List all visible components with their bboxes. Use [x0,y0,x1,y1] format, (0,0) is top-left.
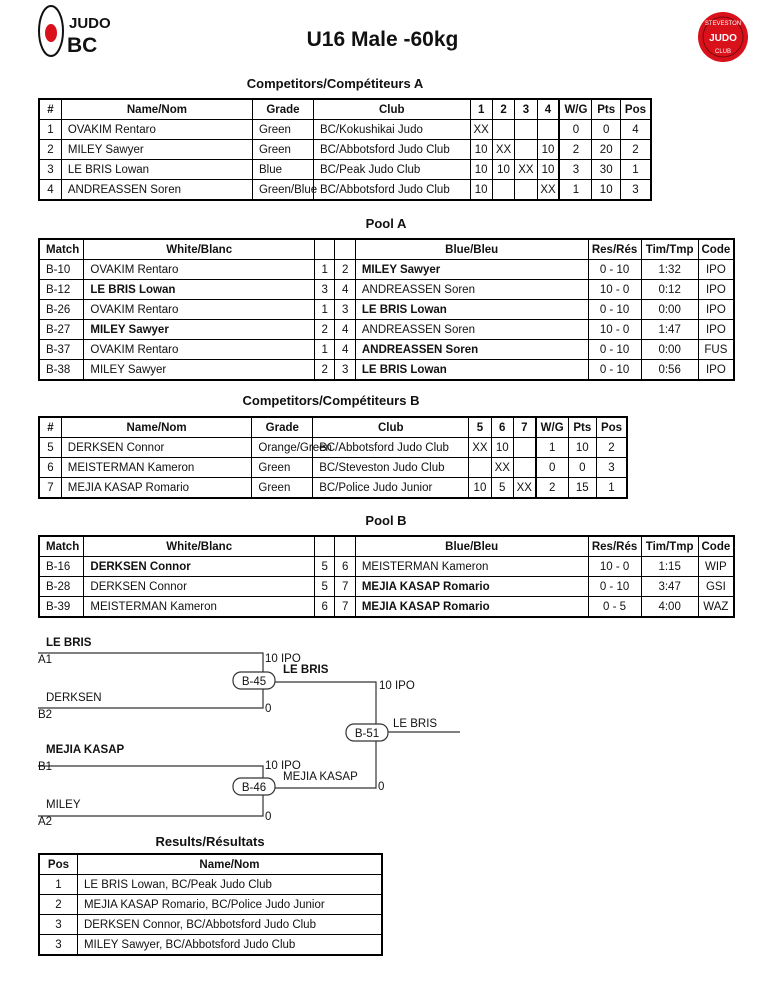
table-cell: ANDREASSEN Soren [355,320,588,340]
table-cell: GSI [698,577,734,597]
table-cell: B-37 [39,340,84,360]
table-cell: 3 [335,300,355,320]
table-cell: 2 [39,140,61,160]
results-heading: Results/Résultats [155,834,265,849]
table-cell: MILEY Sawyer [355,260,588,280]
column-header [335,239,355,260]
table-cell: ANDREASSEN Soren [355,340,588,360]
column-header: Club [313,99,470,120]
bracket-a2-name: MILEY [46,799,81,811]
column-header: 6 [491,417,513,438]
table-cell: B-39 [39,597,84,618]
table-cell: OVAKIM Rentaro [84,340,315,360]
table-cell: IPO [698,300,734,320]
column-header: Name/Nom [77,854,382,875]
column-header: Tim/Tmp [641,536,698,557]
table-cell: 10 [470,180,492,201]
table-cell: B-38 [39,360,84,381]
table-cell [515,180,537,201]
column-header: 1 [470,99,492,120]
table-cell: LE BRIS Lowan [84,280,315,300]
column-header: Pos [39,854,77,875]
table-cell: 1 [559,180,592,201]
match-row [39,260,734,280]
pool-a-table [38,238,735,381]
table-cell [492,180,514,201]
table-cell [513,438,535,458]
bracket-b2-seed: B2 [38,709,53,721]
table-cell: 2 [620,140,651,160]
table-cell: WIP [698,557,734,577]
table-cell: BC/Abbotsford Judo Club [313,438,469,458]
table-cell: 3 [315,280,335,300]
match-b51-label: B-51 [354,728,380,740]
table-cell: 4 [620,120,651,140]
table-cell: 10 [491,438,513,458]
match-row [39,300,734,320]
table-cell: 0:56 [641,360,698,381]
table-cell: 0 - 10 [588,260,641,280]
table-cell: XX [492,140,514,160]
table-cell: IPO [698,360,734,381]
result-position: 1 [39,875,77,895]
table-cell: 10 [469,478,491,499]
pool-b-table [38,535,735,618]
result-row [39,915,382,935]
table-cell: B-16 [39,557,84,577]
column-header [335,536,355,557]
column-header: # [39,417,61,438]
table-cell: OVAKIM Rentaro [84,260,315,280]
b46-top-score: 10 IPO [265,760,301,772]
bracket-a1-name: LE BRIS [46,637,92,649]
table-cell: ANDREASSEN Soren [355,280,588,300]
result-position: 2 [39,895,77,915]
table-cell: 5 [315,577,335,597]
column-header: Pos [620,99,651,120]
table-cell: 1 [315,260,335,280]
table-cell: 20 [592,140,620,160]
b51-top-score: 10 IPO [379,680,415,692]
table-cell: XX [491,458,513,478]
column-header: 4 [537,99,559,120]
table-cell: OVAKIM Rentaro [61,120,252,140]
column-header: Club [313,417,469,438]
table-cell: BC/Peak Judo Club [313,160,470,180]
table-cell: 4 [39,180,61,201]
column-header: Code [698,536,734,557]
competitors-b-heading: Competitors/Compétiteurs B [242,393,420,408]
table-cell: 2 [315,320,335,340]
table-cell: Green [252,140,313,160]
table-row [39,458,627,478]
knockout-bracket [0,630,765,830]
column-header: Grade [252,417,313,438]
table-cell: 1:15 [641,557,698,577]
table-cell: Blue [252,160,313,180]
table-cell: 4 [335,320,355,340]
column-header: Code [698,239,734,260]
result-row [39,875,382,895]
match-row [39,340,734,360]
table-cell: 7 [335,577,355,597]
column-header: Pos [597,417,628,438]
match-row [39,557,734,577]
table-cell: 4:00 [641,597,698,618]
table-cell: 0 - 10 [588,577,641,597]
result-name: DERKSEN Connor, BC/Abbotsford Judo Club [77,915,382,935]
table-cell: Green [252,478,313,499]
match-b45-label: B-45 [241,676,267,688]
table-cell: 0 [536,458,568,478]
table-cell: MILEY Sawyer [84,320,315,340]
table-cell [513,458,535,478]
table-cell [515,140,537,160]
column-header: Tim/Tmp [641,239,698,260]
b45-bottom-score: 0 [265,703,272,715]
table-cell: BC/Police Judo Junior [313,478,469,499]
column-header: Res/Rés [588,536,641,557]
match-row [39,320,734,340]
b45-winner: LE BRIS [283,664,329,676]
table-row [39,120,651,140]
column-header: W/G [559,99,592,120]
column-header: 2 [492,99,514,120]
bracket-b1-seed: B1 [38,761,53,773]
column-header: 5 [469,417,491,438]
table-cell: 0:12 [641,280,698,300]
table-cell: 6 [39,458,61,478]
table-cell: 6 [315,597,335,618]
table-cell: B-27 [39,320,84,340]
table-cell: B-12 [39,280,84,300]
table-cell: 10 [492,160,514,180]
column-header: 7 [513,417,535,438]
table-cell: 0 - 10 [588,300,641,320]
b51-winner: LE BRIS [393,718,438,730]
table-cell [492,120,514,140]
table-cell: 15 [568,478,596,499]
table-cell: FUS [698,340,734,360]
table-cell: XX [537,180,559,201]
table-cell: XX [470,120,492,140]
column-header: Name/Nom [61,99,252,120]
competitors-a-table [38,98,652,201]
results-table [38,853,383,956]
table-row [39,140,651,160]
column-header: Blue/Bleu [355,536,588,557]
table-cell: 5 [39,438,61,458]
table-cell: 4 [335,280,355,300]
table-cell: 1 [620,160,651,180]
column-header: 3 [515,99,537,120]
bracket-b2-name: DERKSEN [46,692,102,704]
table-cell: 3 [559,160,592,180]
column-header: Match [39,239,84,260]
table-row [39,180,651,201]
match-b46-label: B-46 [241,782,267,794]
table-cell: 10 [592,180,620,201]
table-cell: Green [252,120,313,140]
table-cell: BC/Steveston Judo Club [313,458,469,478]
table-cell: LE BRIS Lowan [61,160,252,180]
table-cell: 3:47 [641,577,698,597]
svg-text:JUDO: JUDO [69,15,111,32]
table-cell: XX [515,160,537,180]
table-cell: XX [513,478,535,499]
table-cell: 2 [597,438,628,458]
result-position: 3 [39,915,77,935]
b45-top-score: 10 IPO [265,653,301,665]
svg-text:STEVESTON: STEVESTON [704,21,742,27]
table-cell: 0 [559,120,592,140]
column-header: Res/Rés [588,239,641,260]
table-cell: IPO [698,280,734,300]
table-cell: 2 [335,260,355,280]
table-cell: 2 [559,140,592,160]
table-cell [515,120,537,140]
table-cell: 6 [335,557,355,577]
match-row [39,597,734,618]
result-name: MEJIA KASAP Romario, BC/Police Judo Junior [77,895,382,915]
table-cell: 3 [620,180,651,201]
pool-b-heading: Pool B [365,513,407,528]
result-position: 3 [39,935,77,956]
table-cell: 7 [39,478,61,499]
table-row [39,478,627,499]
svg-text:JUDO: JUDO [709,33,737,44]
table-cell: MEJIA KASAP Romario [61,478,252,499]
table-cell: 5 [315,557,335,577]
table-cell: WAZ [698,597,734,618]
match-row [39,577,734,597]
table-cell: 2 [536,478,568,499]
column-header: White/Blanc [84,536,315,557]
table-cell: MILEY Sawyer [61,140,252,160]
table-cell: 3 [597,458,628,478]
table-cell: 10 [568,438,596,458]
table-cell: LE BRIS Lowan [355,360,588,381]
table-cell: 1 [39,120,61,140]
table-cell: 30 [592,160,620,180]
table-cell: 1 [315,340,335,360]
table-cell: MEISTERMAN Kameron [61,458,252,478]
table-row [39,160,651,180]
table-cell: XX [469,438,491,458]
table-cell: 1 [315,300,335,320]
table-cell: 0 - 5 [588,597,641,618]
table-cell: 0:00 [641,300,698,320]
column-header: Match [39,536,84,557]
table-cell: Green [252,458,313,478]
table-cell: MILEY Sawyer [84,360,315,381]
table-cell: 10 [470,160,492,180]
table-cell: 0 [568,458,596,478]
b46-winner: MEJIA KASAP [283,771,358,783]
table-cell: ANDREASSEN Soren [61,180,252,201]
b46-bottom-score: 0 [265,811,272,823]
column-header: Pts [592,99,620,120]
bracket-b1-name: MEJIA KASAP [46,744,125,756]
table-cell: MEJIA KASAP Romario [355,597,588,618]
table-cell: 0 - 10 [588,340,641,360]
table-cell: B-28 [39,577,84,597]
table-cell: 5 [491,478,513,499]
table-cell: MEISTERMAN Kameron [84,597,315,618]
table-cell: LE BRIS Lowan [355,300,588,320]
result-row [39,935,382,956]
result-name: MILEY Sawyer, BC/Abbotsford Judo Club [77,935,382,956]
column-header: Blue/Bleu [355,239,588,260]
table-cell: 2 [315,360,335,381]
column-header: Name/Nom [61,417,252,438]
table-cell: 10 [537,140,559,160]
table-cell: 1:32 [641,260,698,280]
pool-a-heading: Pool A [365,216,407,231]
result-row [39,895,382,915]
competitors-b-table [38,416,628,499]
table-cell: 3 [335,360,355,381]
table-cell: 10 [470,140,492,160]
table-cell: 10 - 0 [588,280,641,300]
table-cell: 1:47 [641,320,698,340]
column-header [315,536,335,557]
table-cell: MEISTERMAN Kameron [355,557,588,577]
table-cell: 0 [592,120,620,140]
b51-bottom-score: 0 [378,781,385,793]
table-row [39,438,627,458]
table-cell [537,120,559,140]
table-cell: MEJIA KASAP Romario [355,577,588,597]
bracket-a1-seed: A1 [38,654,53,666]
table-cell: DERKSEN Connor [61,438,252,458]
match-row [39,360,734,381]
column-header: # [39,99,61,120]
table-cell [469,458,491,478]
column-header: Pts [568,417,596,438]
table-cell: B-26 [39,300,84,320]
table-cell: 1 [536,438,568,458]
table-cell: B-10 [39,260,84,280]
table-cell: IPO [698,320,734,340]
page-title: U16 Male -60kg [306,28,459,51]
table-cell: 0 - 10 [588,360,641,381]
table-cell: Orange/Green [252,438,313,458]
table-cell: Green/Blue [252,180,313,201]
column-header: White/Blanc [84,239,315,260]
table-cell: 7 [335,597,355,618]
table-cell: 1 [597,478,628,499]
table-cell: BC/Abbotsford Judo Club [313,140,470,160]
svg-text:CLUB: CLUB [714,49,732,55]
table-cell: 10 [537,160,559,180]
table-cell: DERKSEN Connor [84,557,315,577]
table-cell: DERKSEN Connor [84,577,315,597]
table-cell: 3 [39,160,61,180]
table-cell: 0:00 [641,340,698,360]
column-header: W/G [536,417,568,438]
competitors-a-heading: Competitors/Compétiteurs A [246,76,424,91]
table-cell: IPO [698,260,734,280]
bracket-a2-seed: A2 [38,816,53,828]
match-row [39,280,734,300]
result-name: LE BRIS Lowan, BC/Peak Judo Club [77,875,382,895]
table-cell: 4 [335,340,355,360]
column-header: Grade [252,99,313,120]
table-cell: BC/Kokushikai Judo [313,120,470,140]
column-header [315,239,335,260]
table-cell: OVAKIM Rentaro [84,300,315,320]
table-cell: 10 - 0 [588,320,641,340]
table-cell: BC/Abbotsford Judo Club [313,180,470,201]
svg-text:BC: BC [67,34,98,57]
table-cell: 10 - 0 [588,557,641,577]
